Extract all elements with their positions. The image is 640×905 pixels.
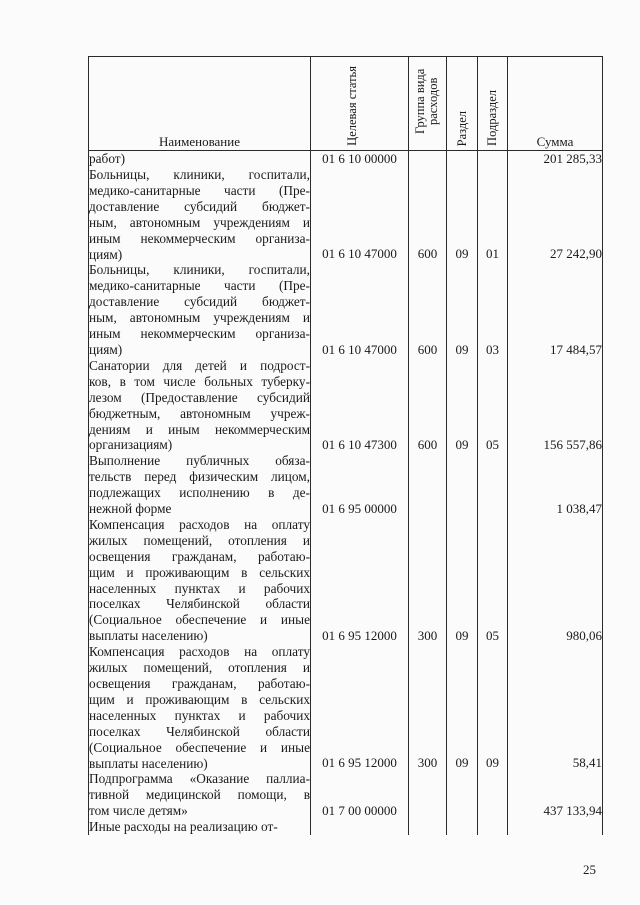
row-name-line: (Социальное обеспечение и иные [89, 739, 310, 755]
row-name-line: подлежащих исполнению в де- [89, 485, 310, 501]
row-name-line: Санатории для детей и подрост- [89, 357, 310, 373]
row-target-code: 01 7 00 00000 [311, 771, 409, 819]
row-target-code: 01 6 10 47000 [311, 262, 409, 357]
header-group: Группа вида расходов [409, 57, 447, 151]
row-subsection: 09 [478, 644, 508, 771]
row-sum: 980,06 [508, 517, 603, 644]
row-target-code: 01 6 95 12000 [311, 517, 409, 644]
row-expense-group [409, 151, 447, 168]
row-name-line: жилых помещений, отопления и [89, 532, 310, 548]
row-target-code: 01 6 95 00000 [311, 453, 409, 517]
row-name-line: медико-санитарные части (Пре- [89, 182, 310, 198]
table-row [89, 819, 603, 835]
row-name-line: (Социальное обеспечение и иные [89, 612, 310, 628]
row-expense-group: 600 [409, 167, 447, 262]
row-name [89, 517, 311, 644]
row-name-line: Выполнение публичных обяза- [89, 453, 310, 469]
row-name [89, 819, 311, 835]
row-name-line: освещения гражданам, работаю- [89, 676, 310, 691]
header-section: Раздел [447, 57, 478, 151]
row-name [89, 358, 311, 453]
table-row [89, 644, 603, 771]
row-name-line: Компенсация расходов на оплату [89, 516, 310, 532]
row-name-line: щим и проживающим в сельских [89, 564, 310, 580]
row-section [447, 819, 478, 835]
row-name [89, 771, 311, 819]
row-name-line: организациям) [89, 437, 173, 453]
row-subsection: 03 [478, 262, 508, 357]
row-name-line: тивной медицинской помощи, в [89, 787, 310, 803]
row-target-code: 01 6 10 00000 [311, 151, 409, 168]
row-expense-group: 300 [409, 644, 447, 771]
row-expense-group: 300 [409, 517, 447, 644]
row-name-line: населенных пунктах и рабочих [89, 580, 310, 596]
row-sum [508, 819, 603, 835]
table-row [89, 167, 603, 262]
table-row [89, 453, 603, 517]
row-name-line: ков, в том числе больных туберку- [89, 373, 310, 389]
row-name-line: нежной форме [89, 501, 172, 517]
row-name-line: дениям и иным некоммерческим [89, 421, 310, 437]
row-name-line: доставление субсидий бюджет- [89, 198, 310, 214]
header-subsection: Подраздел [478, 57, 508, 151]
row-name-line: циям) [89, 246, 123, 262]
row-subsection [478, 771, 508, 819]
table-row [89, 358, 603, 453]
row-name-line: Подпрограмма «Оказание паллиа- [89, 771, 310, 787]
row-section: 09 [447, 167, 478, 262]
row-sum: 156 557,86 [508, 358, 603, 453]
row-name-line: тельств перед физическим лицом, [89, 469, 310, 485]
row-section: 09 [447, 644, 478, 771]
row-name-line: населенных пунктах и рабочих [89, 707, 310, 723]
row-subsection [478, 819, 508, 835]
row-section [447, 453, 478, 517]
row-name [89, 151, 311, 168]
row-name [89, 262, 311, 357]
row-subsection: 01 [478, 167, 508, 262]
row-section: 09 [447, 262, 478, 357]
row-section [447, 771, 478, 819]
row-name-line: выплаты населению) [89, 755, 208, 771]
row-target-code: 01 6 95 12000 [311, 644, 409, 771]
row-expense-group: 600 [409, 262, 447, 357]
row-name-line: щим и проживающим в сельских [89, 691, 310, 707]
row-subsection [478, 453, 508, 517]
table-row [89, 262, 603, 357]
row-expense-group [409, 771, 447, 819]
row-name-line: Больницы, клиники, госпитали, [89, 167, 310, 182]
row-name-line: циям) [89, 341, 123, 357]
row-target-code: 01 6 10 47000 [311, 167, 409, 262]
table-body [89, 151, 603, 836]
row-section: 09 [447, 358, 478, 453]
row-name [89, 644, 311, 771]
table-header [89, 57, 603, 151]
row-name-line: бюджетным, автономным учреж- [89, 405, 310, 421]
row-sum: 27 242,90 [508, 167, 603, 262]
row-name-line: иным некоммерческим организа- [89, 326, 310, 342]
row-name-line: доставление субсидий бюджет- [89, 294, 310, 310]
row-name [89, 167, 311, 262]
row-name-line: работ) [89, 151, 126, 167]
table-row [89, 517, 603, 644]
budget-table [88, 56, 603, 835]
row-sum: 17 484,57 [508, 262, 603, 357]
row-section: 09 [447, 517, 478, 644]
row-name-line: ным, автономным учреждениям и [89, 310, 310, 326]
row-name-line: жилых помещений, отопления и [89, 660, 310, 676]
row-sum: 58,41 [508, 644, 603, 771]
table-row [89, 771, 603, 819]
row-name-line: поселках Челябинской области [89, 723, 310, 739]
row-name-line: ным, автономным учреждениям и [89, 214, 310, 230]
row-name-line: Компенсация расходов на оплату [89, 644, 310, 660]
header-sum: Сумма [508, 57, 603, 151]
row-name-line: выплаты населению) [89, 628, 208, 644]
row-target-code [311, 819, 409, 835]
row-sum: 437 133,94 [508, 771, 603, 819]
header-target: Целевая статья [311, 57, 409, 151]
row-name-line: медико-санитарные части (Пре- [89, 278, 310, 294]
row-name-line: том числе детям» [89, 803, 188, 819]
row-name-line: иным некоммерческим организа- [89, 230, 310, 246]
row-expense-group [409, 453, 447, 517]
row-name-line: поселках Челябинской области [89, 596, 310, 612]
row-name [89, 453, 311, 517]
row-name-line: лезом (Предоставление субсидий [89, 389, 310, 405]
page-number: 25 [583, 862, 596, 877]
row-subsection: 05 [478, 358, 508, 453]
row-name-line: освещения гражданам, работаю- [89, 548, 310, 564]
row-name-line: Иные расходы на реализацию от- [89, 819, 278, 835]
row-sum: 201 285,33 [508, 151, 603, 168]
row-section [447, 151, 478, 168]
row-target-code: 01 6 10 47300 [311, 358, 409, 453]
row-expense-group: 600 [409, 358, 447, 453]
row-name-line: Больницы, клиники, госпитали, [89, 262, 310, 278]
header-name: Наименование [89, 57, 311, 151]
row-subsection: 05 [478, 517, 508, 644]
row-subsection [478, 151, 508, 168]
row-sum: 1 038,47 [508, 453, 603, 517]
row-expense-group [409, 819, 447, 835]
table-row [89, 151, 603, 168]
